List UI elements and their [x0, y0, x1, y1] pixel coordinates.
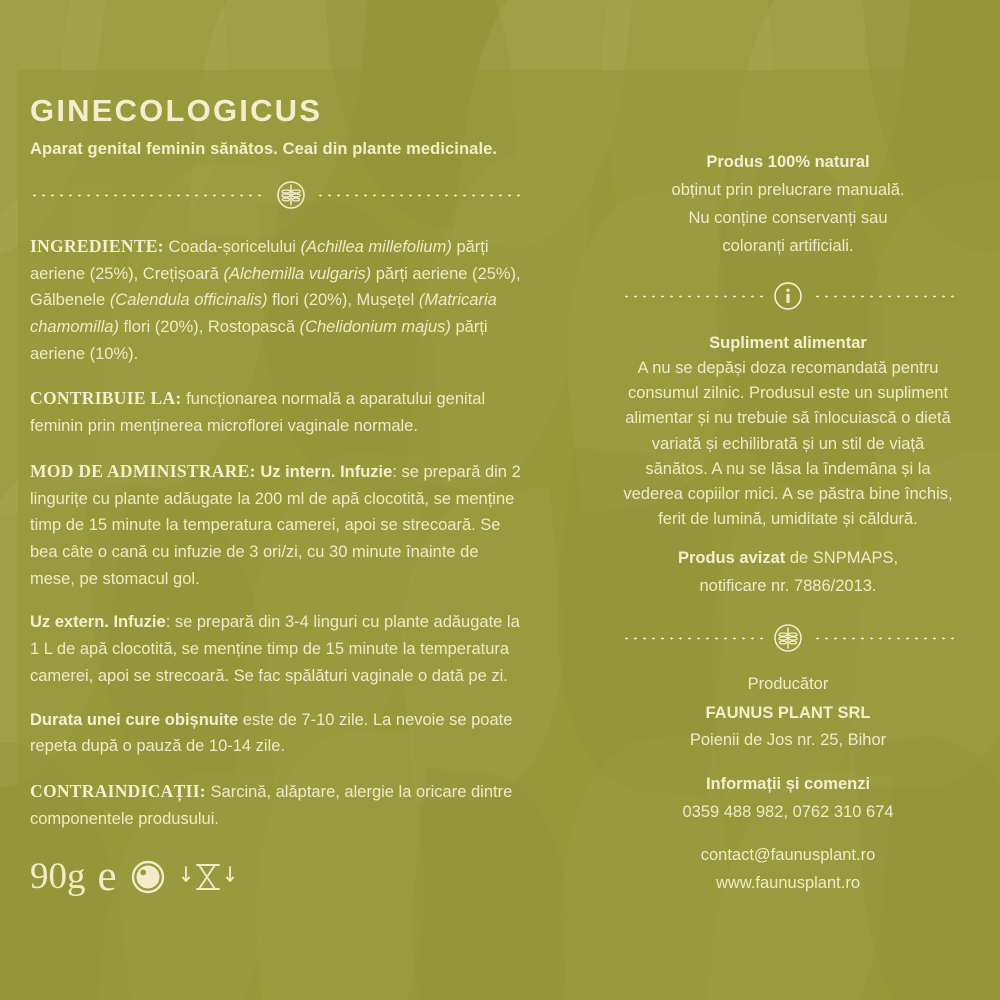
- contributes-heading: CONTRIBUIE LA:: [30, 388, 182, 409]
- supplement-text: A nu se depăși doza recomandată pentru consumul zilnic. Produsul este un supliment alimentar și nu trebuie să înlocuiască o dietă variată și echilibrată și un stil de viață sănătos. A nu se lăsa la îndemâna și la vederea copiilor mici. A se păstra bine închis, ferit de lumină, umiditate și căldură.: [623, 359, 953, 528]
- natural-product-line-4: coloranți artificiali.: [722, 236, 854, 255]
- divider-dots-info-left: [622, 293, 763, 298]
- approval-bold: Produs avizat: [677, 548, 786, 567]
- approval-block: [622, 547, 954, 599]
- divider-info-right: [622, 281, 954, 311]
- divider-plant-left: [30, 180, 522, 210]
- ingredients-text-4: flori (20%), Mușețel: [267, 291, 419, 310]
- plant-emblem-icon: [773, 623, 803, 653]
- divider-dots-info-right: [813, 293, 954, 298]
- external-use-heading: Uz extern. Infuzie: [30, 613, 166, 632]
- ingredients-text-3: părți aeriene (25%), Gălbenele: [30, 264, 521, 310]
- contact-heading: Informații și comenzi: [705, 775, 871, 794]
- producer-block: [622, 673, 954, 754]
- contributes-paragraph: [30, 384, 522, 439]
- contributes-text: funcționarea normală a aparatului genital feminin prin menținerea microflorei vaginale normale.: [30, 390, 486, 436]
- supplement-heading: Supliment alimentar: [709, 333, 867, 352]
- divider-dots-right: [316, 192, 522, 197]
- contraindications-paragraph: [30, 777, 522, 832]
- product-subtitle: Aparat genital feminin sănătos. Ceai din plante medicinale.: [30, 140, 498, 158]
- producer-label: Producător: [747, 674, 829, 693]
- supplement-block: [622, 331, 954, 532]
- divider-dots-plant-left: [622, 635, 763, 640]
- hourglass-best-before-icon: [179, 861, 237, 893]
- duration-text: este de 7-10 zile. La nevoie se poate repeta după o pauză de 10-14 zile.: [30, 710, 513, 756]
- producer-address: Poienii de Jos nr. 25, Bihor: [689, 731, 887, 750]
- divider-dots-plant-right: [813, 635, 954, 640]
- administration-heading: MOD DE ADMINISTRARE:: [30, 460, 256, 481]
- producer-name: FAUNUS PLANT SRL: [705, 703, 871, 722]
- ingredients-paragraph: [30, 232, 522, 368]
- green-dot-recycling-icon: [131, 860, 165, 894]
- administration-text: : se prepară din 2 lingurițe cu plante adăugate la 200 ml de apă clocotită, se menține timp de 15 minute la temperatura camerei, apoi se strecoară. Se bea câte o cană cu infuzie de 3 ori/zi, cu 30 minute înainte de mese, pe stomacul gol.: [30, 462, 521, 588]
- contraindications-text: Sarcină, alăptare, alergie la oricare dintre componentele produsului.: [30, 783, 513, 828]
- duration-paragraph: [30, 707, 522, 760]
- ingredients-text-5: flori (20%), Rostopască: [118, 317, 300, 336]
- external-use-paragraph: [30, 609, 522, 689]
- ingredient-latin-2: (Alchemilla vulgaris): [223, 264, 372, 283]
- estimated-sign-icon: e: [97, 853, 117, 900]
- ingredients-text-6: părți aeriene (10%).: [30, 317, 488, 363]
- left-column: [30, 95, 522, 832]
- administration-paragraph: [30, 457, 522, 593]
- ingredient-latin-3: (Calendula officinalis): [109, 291, 268, 310]
- page-title: GINECOLOGICUS: [30, 93, 323, 128]
- approval-line-2: notificare nr. 7886/2013.: [699, 576, 877, 595]
- ingredient-latin-5: (Chelidonium majus): [299, 317, 451, 336]
- ingredient-latin-4: (Matricaria chamomilla): [30, 291, 497, 336]
- natural-product-block: [622, 150, 954, 259]
- contraindications-heading: CONTRAINDICAȚII:: [30, 781, 206, 802]
- natural-product-line-3: Nu conține conservanți sau: [688, 208, 888, 227]
- contact-block: [622, 772, 954, 896]
- external-use-text: : se prepară din 3-4 linguri cu plante adăugate la 1 L de apă clocotită, se menține timp de 15 minute la temperatura camerei, apoi se strecoară. Se fac spălături vaginale o dată pe zi.: [30, 613, 520, 685]
- duration-heading: Durata unei cure obișnuite: [30, 710, 239, 729]
- info-icon: [773, 281, 803, 311]
- approval-rest: de SNPMAPS,: [785, 548, 899, 567]
- approval-line-1: [622, 547, 954, 571]
- plant-emblem-icon: [276, 180, 306, 210]
- net-weight-label: 90g: [30, 856, 86, 897]
- ingredients-text-2: părți aeriene (25%), Crețișoară: [30, 237, 489, 283]
- divider-plant-right: [622, 623, 954, 653]
- ingredient-latin-1: (Achillea millefolium): [300, 237, 452, 256]
- ingredients-heading: INGREDIENTE:: [30, 235, 164, 256]
- contact-email[interactable]: contact@faunusplant.ro: [700, 845, 876, 864]
- ingredients-text-1: Coada-șoricelului: [163, 237, 301, 256]
- contact-phones[interactable]: 0359 488 982, 0762 310 674: [682, 803, 894, 821]
- right-column: [622, 150, 954, 900]
- natural-product-line-2: obținut prin prelucrare manuală.: [671, 180, 905, 199]
- divider-dots-left: [30, 192, 266, 197]
- package-icons-row: [30, 855, 237, 898]
- natural-product-headline: Produs 100% natural: [706, 153, 870, 171]
- administration-subheading: Uz intern. Infuzie: [255, 462, 393, 481]
- contact-website[interactable]: www.faunusplant.ro: [716, 873, 860, 892]
